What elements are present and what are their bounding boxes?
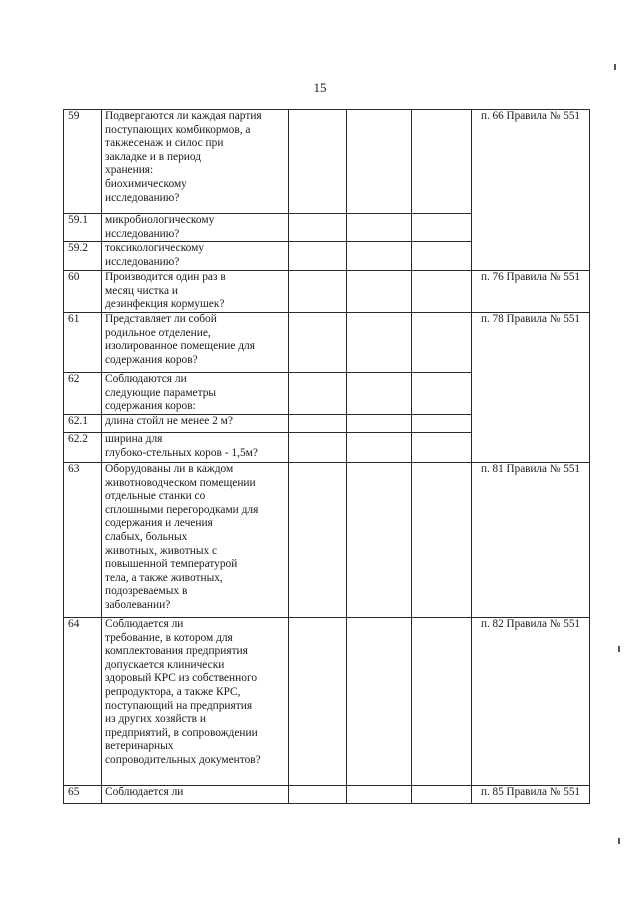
answer-na-cell[interactable] — [412, 242, 472, 271]
question-line: отдельные станки со — [105, 490, 206, 503]
question-line: Производится один раз в — [105, 271, 226, 284]
question-line: ширина для — [105, 432, 163, 445]
question-line: содержания коров: — [105, 400, 196, 413]
answer-yes-cell[interactable] — [289, 271, 347, 313]
question-line: Оборудованы ли в каждом — [105, 462, 234, 475]
checklist-table — [63, 109, 590, 804]
question-line: месяц чистка и — [105, 284, 179, 297]
question-line: слабых, больных — [105, 530, 188, 543]
answer-yes-cell[interactable] — [289, 414, 347, 432]
checklist-row — [64, 110, 590, 214]
answer-na-cell[interactable] — [412, 414, 472, 432]
question-line: сопроводительных документов? — [105, 753, 261, 766]
answer-na-cell[interactable] — [412, 617, 472, 785]
regulation-reference: п. 82 Правила № 551 — [472, 617, 590, 785]
question-line: репродуктора, а также КРС, — [105, 685, 241, 698]
answer-no-cell[interactable] — [347, 462, 412, 617]
answer-no-cell[interactable] — [347, 271, 412, 313]
answer-na-cell[interactable] — [412, 312, 472, 372]
answer-yes-cell[interactable] — [289, 242, 347, 271]
question-line: предприятий, в сопровождении — [105, 726, 258, 739]
question-line: закладке и в период — [105, 150, 202, 163]
checklist-row — [64, 785, 590, 803]
answer-yes-cell[interactable] — [289, 462, 347, 617]
row-number: 60 — [64, 271, 102, 313]
row-number: 59 — [64, 110, 102, 214]
question-line: подозреваемых в — [105, 585, 188, 598]
question-line: микробиологическому — [105, 214, 215, 226]
answer-no-cell[interactable] — [347, 242, 412, 271]
scan-mark-mid — [618, 646, 620, 652]
answer-yes-cell[interactable] — [289, 214, 347, 242]
checklist-row — [64, 617, 590, 785]
question-line: сплошными перегородками для — [105, 503, 259, 516]
answer-na-cell[interactable] — [412, 214, 472, 242]
question-text — [102, 785, 289, 803]
answer-yes-cell[interactable] — [289, 617, 347, 785]
question-line: глубоко-стельных коров - 1,5м? — [105, 446, 258, 459]
row-number: 62.2 — [64, 432, 102, 462]
question-line: Соблюдаются ли — [105, 372, 187, 385]
question-line: ветеринарных — [105, 740, 174, 753]
question-line: биохимическому — [105, 177, 187, 190]
question-line: заболевании? — [105, 598, 171, 611]
answer-no-cell[interactable] — [347, 414, 412, 432]
checklist-row — [64, 462, 590, 617]
question-line: повышенной температурой — [105, 558, 238, 571]
question-line: родильное отделение, — [105, 326, 211, 339]
question-text — [102, 312, 289, 372]
question-line: комплектования предприятия — [105, 645, 248, 658]
question-line: дезинфекция кормушек? — [105, 298, 225, 311]
question-line: содержания и лечения — [105, 517, 213, 530]
checklist-body — [64, 110, 590, 804]
regulation-reference: п. 66 Правила № 551 — [472, 110, 590, 271]
answer-no-cell[interactable] — [347, 110, 412, 214]
regulation-reference: п. 78 Правила № 551 — [472, 312, 590, 462]
scan-mark-bottom — [618, 838, 620, 844]
question-line: Подвергаются ли каждая партия — [105, 110, 262, 122]
question-text — [102, 432, 289, 462]
page-number: 15 — [313, 80, 327, 95]
question-text — [102, 110, 289, 214]
question-line: такжесенаж и силос при — [105, 137, 224, 150]
question-text — [102, 617, 289, 785]
question-line: Представляет ли собой — [105, 312, 217, 325]
question-text — [102, 271, 289, 313]
answer-no-cell[interactable] — [347, 617, 412, 785]
answer-yes-cell[interactable] — [289, 372, 347, 414]
row-number: 65 — [64, 785, 102, 803]
answer-na-cell[interactable] — [412, 110, 472, 214]
answer-na-cell[interactable] — [412, 372, 472, 414]
question-line: длина стойл не менее 2 м? — [105, 414, 233, 427]
question-line: содержания коров? — [105, 353, 198, 366]
answer-no-cell[interactable] — [347, 214, 412, 242]
row-number: 63 — [64, 462, 102, 617]
question-line: животноводческом помещении — [105, 476, 256, 489]
answer-no-cell[interactable] — [347, 312, 412, 372]
question-line: поступающий на предприятия — [105, 699, 253, 712]
row-number: 59.2 — [64, 242, 102, 271]
answer-na-cell[interactable] — [412, 271, 472, 313]
question-text — [102, 242, 289, 271]
question-line: из других хозяйств и — [105, 713, 206, 726]
question-line: хранения: — [105, 164, 154, 177]
regulation-reference: п. 76 Правила № 551 — [472, 271, 590, 313]
question-line: тела, а также животных, — [105, 571, 223, 584]
question-line: требование, в котором для — [105, 631, 233, 644]
question-text — [102, 214, 289, 242]
row-number: 61 — [64, 312, 102, 372]
answer-no-cell[interactable] — [347, 785, 412, 803]
question-line: исследованию? — [105, 255, 180, 268]
checklist-row — [64, 271, 590, 313]
answer-yes-cell[interactable] — [289, 110, 347, 214]
row-number: 62.1 — [64, 414, 102, 432]
question-text — [102, 462, 289, 617]
question-line: Соблюдается ли — [105, 785, 184, 798]
answer-yes-cell[interactable] — [289, 785, 347, 803]
question-line: токсикологическому — [105, 242, 205, 255]
regulation-reference: п. 85 Правила № 551 — [472, 785, 590, 803]
answer-na-cell[interactable] — [412, 462, 472, 617]
question-line: следующие параметры — [105, 386, 217, 399]
question-line: изолированное помещение для — [105, 340, 255, 353]
checklist-row — [64, 312, 590, 372]
question-line: Соблюдается ли — [105, 617, 184, 630]
question-line: исследованию? — [105, 227, 180, 240]
question-line: исследованию? — [105, 191, 180, 204]
row-number: 62 — [64, 372, 102, 414]
answer-no-cell[interactable] — [347, 432, 412, 462]
question-line: животных, животных с — [105, 544, 218, 557]
question-text — [102, 414, 289, 432]
answer-no-cell[interactable] — [347, 372, 412, 414]
question-text — [102, 372, 289, 414]
row-number: 64 — [64, 617, 102, 785]
answer-yes-cell[interactable] — [289, 432, 347, 462]
answer-yes-cell[interactable] — [289, 312, 347, 372]
question-line: поступающих комбикормов, а — [105, 123, 251, 136]
question-line: здоровый КРС из собственного — [105, 672, 258, 685]
scan-mark-top — [614, 64, 616, 70]
answer-na-cell[interactable] — [412, 432, 472, 462]
row-number: 59.1 — [64, 214, 102, 242]
regulation-reference: п. 81 Правила № 551 — [472, 462, 590, 617]
question-line: допускается клинически — [105, 658, 225, 671]
answer-na-cell[interactable] — [412, 785, 472, 803]
